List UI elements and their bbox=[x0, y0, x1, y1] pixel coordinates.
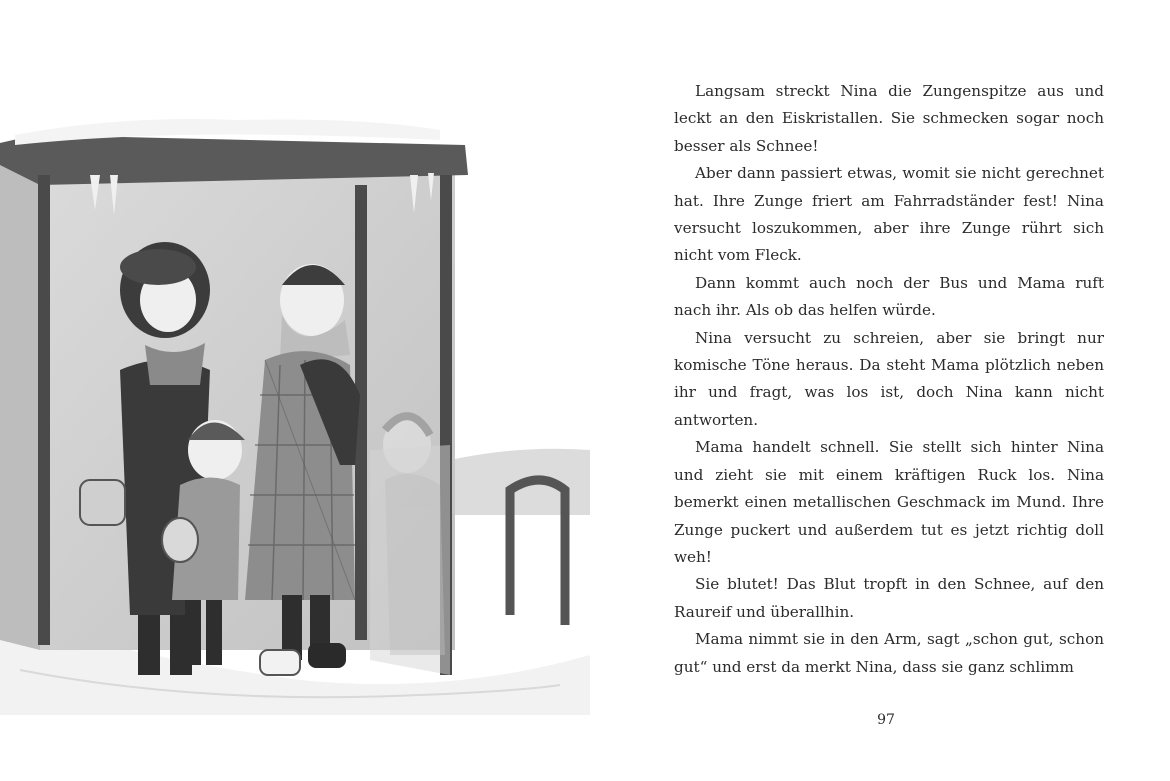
paragraph: Mama nimmt sie in den Arm, sagt „schon gut, schon gut“ und erst da merkt Nina, dass sie ganz schlimm bbox=[674, 630, 1104, 676]
page-number: 97 bbox=[877, 712, 895, 728]
paragraph: Langsam streckt Nina die Zungenspitze aus und leckt an den Eiskristallen. Sie schmecken sogar noch besser als Schnee! bbox=[674, 82, 1104, 155]
paragraph: Aber dann passiert etwas, womit sie nicht gerechnet hat. Ihre Zunge friert am Fahrradständer fest! Nina versucht loszukommen, aber ihre Zunge rührt sich nicht vom Fleck. bbox=[674, 164, 1104, 265]
paragraph: Dann kommt auch noch der Bus und Mama ruft nach ihr. Als ob das helfen würde. bbox=[674, 273, 1104, 320]
story-text bbox=[674, 78, 1104, 681]
paragraph: Sie blutet! Das Blut tropft in den Schnee, auf den Raureif und überallhin. bbox=[674, 575, 1104, 621]
paragraph: Nina versucht zu schreien, aber sie bringt nur komische Töne heraus. Da steht Mama plötzlich neben ihr und fragt, was los ist, doch Nina kann nicht antworten. bbox=[674, 328, 1104, 429]
paragraph: Mama handelt schnell. Sie stellt sich hinter Nina und zieht sie mit einem kräftigen Ruck los. Nina bemerkt einen metallischen Geschmack im Mund. Ihre Zunge puckert und außerdem tut es jetzt richtig doll weh! bbox=[674, 438, 1104, 566]
bus-stop-illustration bbox=[0, 95, 590, 715]
